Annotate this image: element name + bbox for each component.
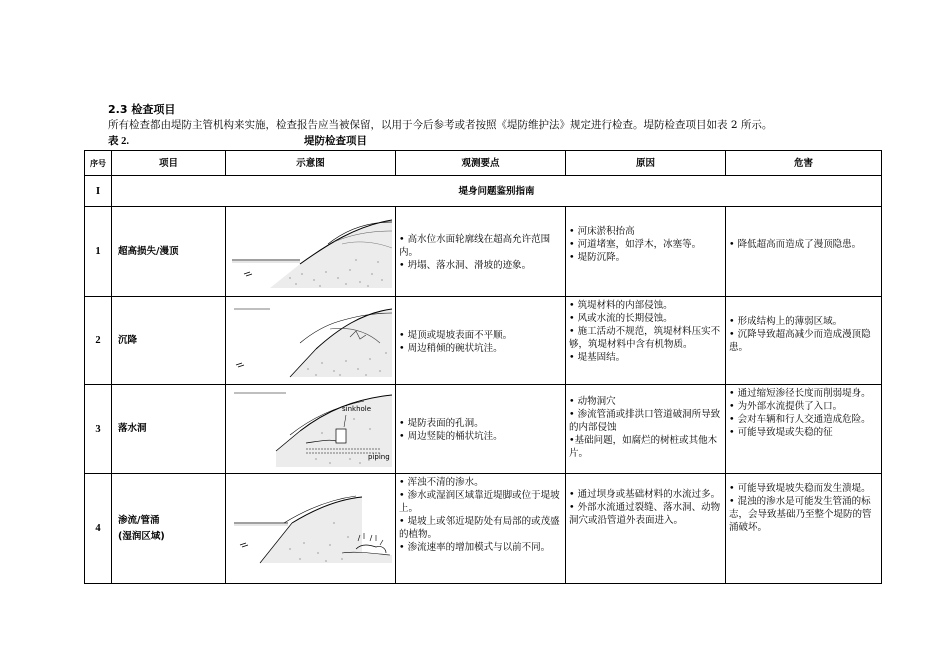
row-diagram <box>226 207 396 297</box>
row-item-line: 渗流/管涌 <box>118 514 160 526</box>
row-item <box>112 207 226 297</box>
row-num: 1 <box>85 207 112 297</box>
piping-label: piping <box>367 453 390 461</box>
observe-item: • 高水位水面轮廓线在超高允许范围内。 <box>399 234 551 258</box>
levee-cross-section-diagram <box>230 389 392 469</box>
section-num: I <box>85 176 112 207</box>
hazard-item: • 为外部水流提供了入口。 <box>729 401 843 412</box>
row-cause <box>566 385 726 474</box>
row-item <box>112 385 226 474</box>
header-item: 项目 <box>112 151 226 176</box>
sinkhole-label: sinkhole <box>341 405 371 413</box>
cause-item: • 河道堵塞，如浮木，冰塞等。 <box>569 239 702 250</box>
hazard-item: • 会对车辆和行人交通造成危险。 <box>729 414 871 425</box>
levee-cross-section-diagram <box>230 214 392 290</box>
row-cause <box>566 207 726 297</box>
table-caption <box>108 133 508 148</box>
row-cause <box>566 474 726 584</box>
observe-item: • 坍塌、落水洞、滑坡的迹象。 <box>399 260 532 271</box>
row-observe <box>396 385 566 474</box>
cause-item: • 外部水流通过裂缝、落水洞、动物洞穴或沿管道外表面进入。 <box>569 502 721 526</box>
header-diagram: 示意图 <box>226 151 396 176</box>
row-cause <box>566 297 726 385</box>
cause-item: • 渗流管涌或排洪口管道破洞所导致的内部侵蚀 <box>569 409 721 433</box>
hazard-item: • 降低超高而造成了漫顶隐患。 <box>729 239 862 250</box>
hazard-item: • 可能导致堤坡失稳而发生溃堤。 <box>729 483 871 494</box>
row-diagram <box>226 385 396 474</box>
levee-cross-section-diagram <box>230 493 392 565</box>
cause-item: •基础问题，如腐烂的树桩或其他木片。 <box>569 435 718 459</box>
observe-item: • 渗流速率的增加模式与以前不同。 <box>399 542 551 553</box>
row-observe <box>396 207 566 297</box>
observe-item: • 浑浊不清的渗水。 <box>399 477 484 488</box>
observe-item: • 堤坡上或邻近堤防处有局部的或茂盛的植物。 <box>399 516 560 540</box>
observe-item: • 周边稍倾的碗状坑洼。 <box>399 342 503 354</box>
row-hazard <box>726 297 882 385</box>
hazard-item: • 可能导致堤或失稳的征 <box>729 427 833 438</box>
table-row <box>85 297 882 385</box>
row-item-line: 超高损失/漫顶 <box>118 245 179 257</box>
row-diagram <box>226 297 396 385</box>
cause-item: • 动物洞穴 <box>569 396 616 407</box>
section-title: 堤身问题鉴别指南 <box>112 176 882 207</box>
table-header-row <box>85 151 882 176</box>
header-cause: 原因 <box>566 151 726 176</box>
hazard-item: • 沉降导致超高减少而造成漫顶隐患。 <box>729 329 871 353</box>
cause-item: • 堤基固结。 <box>569 352 626 363</box>
cause-item: • 堤防沉降。 <box>569 252 626 263</box>
observe-item: • 堤防表面的孔洞。 <box>399 418 484 429</box>
header-no: 序号 <box>85 151 112 176</box>
row-item-line: 沉降 <box>118 334 138 346</box>
cause-item: • 河床淤积抬高 <box>569 226 635 237</box>
hazard-item: • 形成结构上的薄弱区域。 <box>729 316 843 327</box>
row-hazard <box>726 385 882 474</box>
hazard-item: • 通过缩短渗径长度而削弱堤身。 <box>729 388 871 399</box>
cause-item: • 筑堤材料的内部侵蚀。 <box>569 300 673 311</box>
section-paragraph: 所有检查都由堤防主管机构来实施，检查报告应当被保留，以用于今后参考或者按照《堤防维护法》规定进行检查。堤防检查项目如表 2 所示。 <box>108 119 773 131</box>
header-observe: 观测要点 <box>396 151 566 176</box>
table-row <box>85 207 882 297</box>
row-hazard <box>726 207 882 297</box>
row-diagram <box>226 474 396 584</box>
row-num: 2 <box>85 297 112 385</box>
header-hazard: 危害 <box>726 151 882 176</box>
observe-item: • 周边竖陡的桶状坑洼。 <box>399 431 503 442</box>
table-row <box>85 385 882 474</box>
observe-item: • 渗水或湿润区域靠近堤脚或位于堤坡上。 <box>399 490 560 514</box>
row-observe <box>396 297 566 385</box>
row-item <box>112 297 226 385</box>
table-number: 表 2. <box>108 136 129 147</box>
levee-cross-section-diagram <box>230 303 392 379</box>
row-observe <box>396 474 566 584</box>
cause-item: • 通过坝身或基础材料的水流过多。 <box>569 489 721 500</box>
table-title: 堤防检查项目 <box>304 135 367 147</box>
row-item-line: 落水洞 <box>118 423 147 434</box>
cause-item: • 施工活动不规范，筑堤材料压实不够，筑堤材料中含有机物质。 <box>569 326 721 350</box>
row-item <box>112 474 226 584</box>
row-hazard <box>726 474 882 584</box>
inspection-table <box>84 150 882 584</box>
section-heading: 2.3 检查项目 <box>108 103 176 116</box>
observe-item: • 堤顶或堤坡表面不平顺。 <box>399 329 513 341</box>
row-num: 3 <box>85 385 112 474</box>
section-row <box>85 176 882 207</box>
table-row <box>85 474 882 584</box>
row-item-line: (湿润区域) <box>118 530 165 542</box>
hazard-item: • 混浊的渗水是可能发生管涌的标志，会导致基础乃至整个堤防的管涌破坏。 <box>729 496 872 533</box>
row-num: 4 <box>85 474 112 584</box>
cause-item: • 风或水流的长期侵蚀。 <box>569 313 673 324</box>
